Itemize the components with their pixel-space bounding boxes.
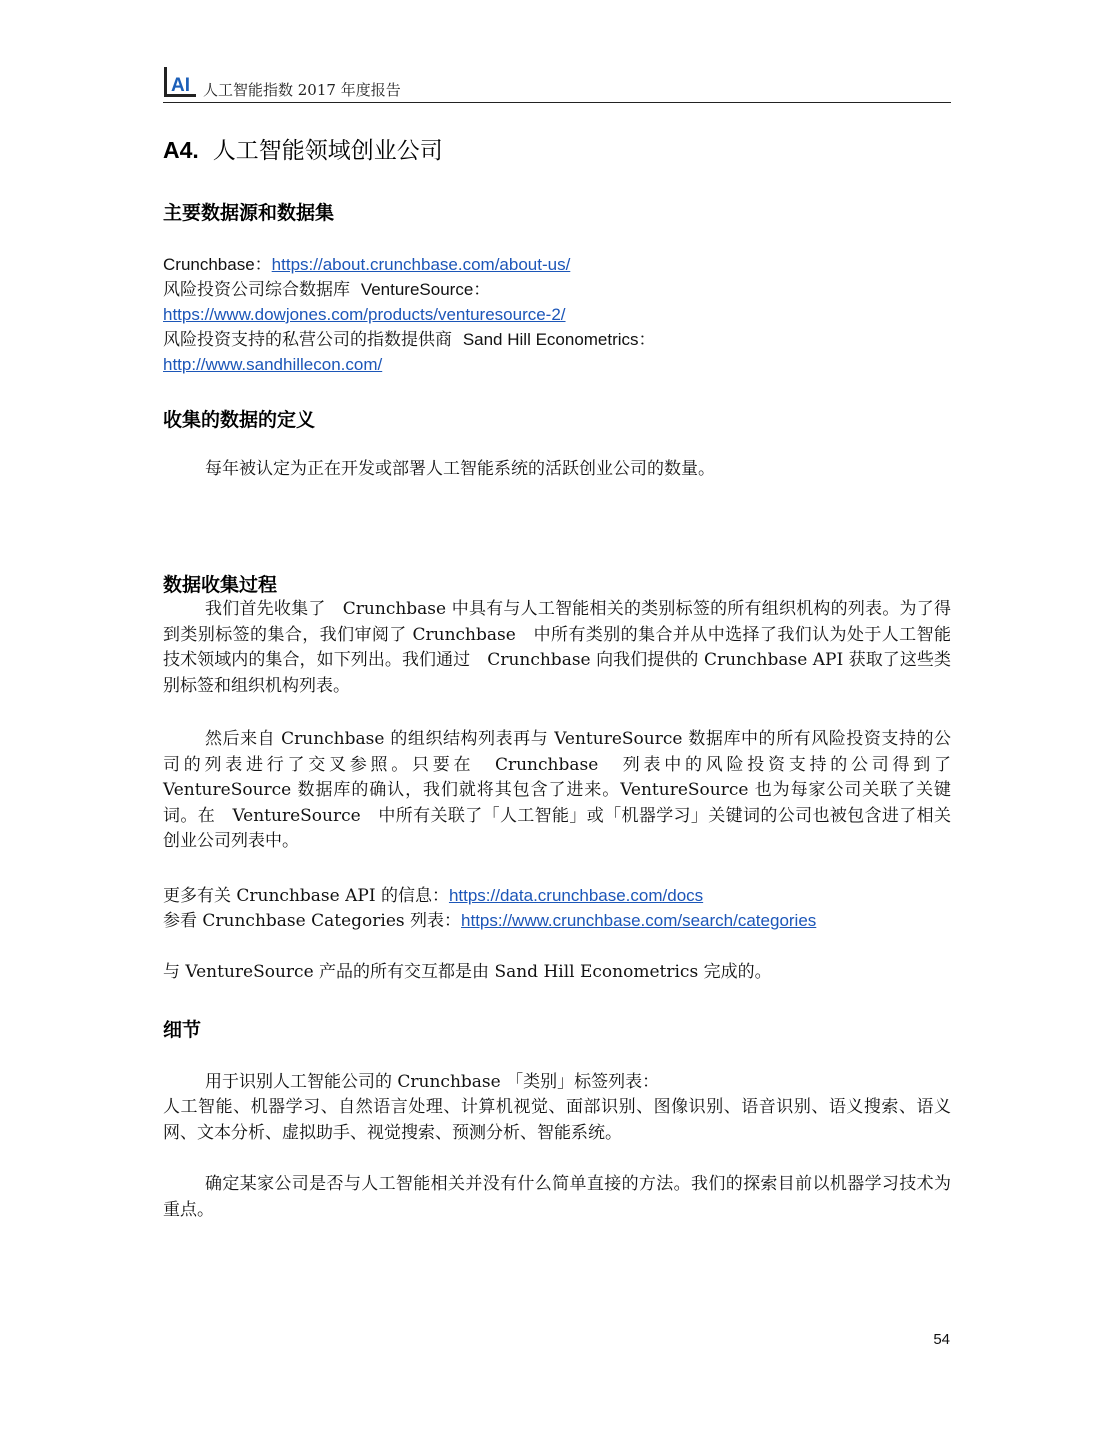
api-docs-link[interactable]: https://data.crunchbase.com/docs [448, 886, 704, 905]
ai-index-logo [163, 66, 197, 98]
crunchbase-label: Crunchbase： [163, 255, 272, 274]
venturesource-link[interactable]: https://www.dowjones.com/products/venturesource-2/ [163, 305, 566, 324]
venturesource-source [163, 277, 490, 303]
details-categories: 人工智能、机器学习、自然语言处理、计算机视觉、面部识别、图像识别、语音识别、语义搜索、语义网、文本分析、虚拟助手、视觉搜索、预测分析、智能系统。 [163, 1097, 951, 1143]
definition-heading: 收集的数据的定义 [163, 409, 316, 431]
venturesource-url-line [163, 302, 566, 328]
sandhill-url-line [163, 352, 382, 378]
page-header [163, 66, 951, 103]
report-title: 人工智能指数 2017 年度报告 [203, 81, 401, 99]
crunchbase-link[interactable]: https://about.crunchbase.com/about-us/ [271, 255, 571, 274]
section-number: A4. [163, 137, 199, 163]
sandhill-source [163, 327, 656, 353]
venturesource-label: VentureSource： [360, 280, 491, 299]
sandhill-label: Sand Hill Econometrics： [462, 330, 656, 349]
sandhill-link[interactable]: http://www.sandhillecon.com/ [163, 355, 383, 374]
details-note: 确定某家公司是否与人工智能相关并没有什么简单直接的方法。我们的探索目前以机器学习技术为重点。 [163, 1174, 951, 1220]
categories-label: 参看 Crunchbase Categories 列表： [163, 911, 462, 931]
crunchbase-source [163, 252, 570, 278]
process-paragraph-1: 我们首先收集了 Crunchbase 中具有与人工智能相关的类别标签的所有组织机构的列表。为了得到类别标签的集合，我们审阅了 Crunchbase 中所有类别的集合并从中选择了我们认为处于人工智能技术领域内的集合，如下列出。我们通过 Crunchbase 向我们提供的 Crunchbase API 获取了这些类别标签和组织机构列表。 [163, 599, 951, 696]
interaction-note: 与 VentureSource 产品的所有交互都是由 Sand Hill Econometrics 完成的。 [163, 962, 772, 982]
svg-text:AI: AI [171, 75, 190, 96]
section-title [163, 132, 443, 165]
categories-info-line [163, 908, 816, 934]
section-title-text: 人工智能领域创业公司 [212, 138, 443, 164]
categories-link[interactable]: https://www.crunchbase.com/search/categories [461, 911, 817, 930]
api-label: 更多有关 Crunchbase API 的信息： [163, 886, 449, 906]
page-number: 54 [933, 1331, 950, 1348]
definition-text: 每年被认定为正在开发或部署人工智能系统的活跃创业公司的数量。 [205, 459, 715, 479]
venturesource-label-cn: 风险投资公司综合数据库 [163, 280, 350, 300]
process-paragraph-2: 然后来自 Crunchbase 的组织结构列表再与 VentureSource 数据库中的所有风险投资支持的公司的列表进行了交叉参照。只要在 Crunchbase 列表中的风险投资支持的公司得到了 VentureSource 数据库的确认，我们就将其包含了进来。VentureSource 也为每家公司关联了关键词。在 VentureSource 中所有关联了「人工智能」或「机器学习」关键词的公司也被包含进了相关创业公司列表中。 [163, 729, 951, 852]
details-heading: 细节 [163, 1019, 202, 1041]
process-heading: 数据收集过程 [163, 574, 278, 596]
api-info-line [163, 883, 703, 909]
details-intro: 用于识别人工智能公司的 Crunchbase 「类别」标签列表： [205, 1072, 660, 1092]
sandhill-label-cn: 风险投资支持的私营公司的指数提供商 [163, 330, 452, 350]
sources-heading: 主要数据源和数据集 [163, 202, 335, 224]
